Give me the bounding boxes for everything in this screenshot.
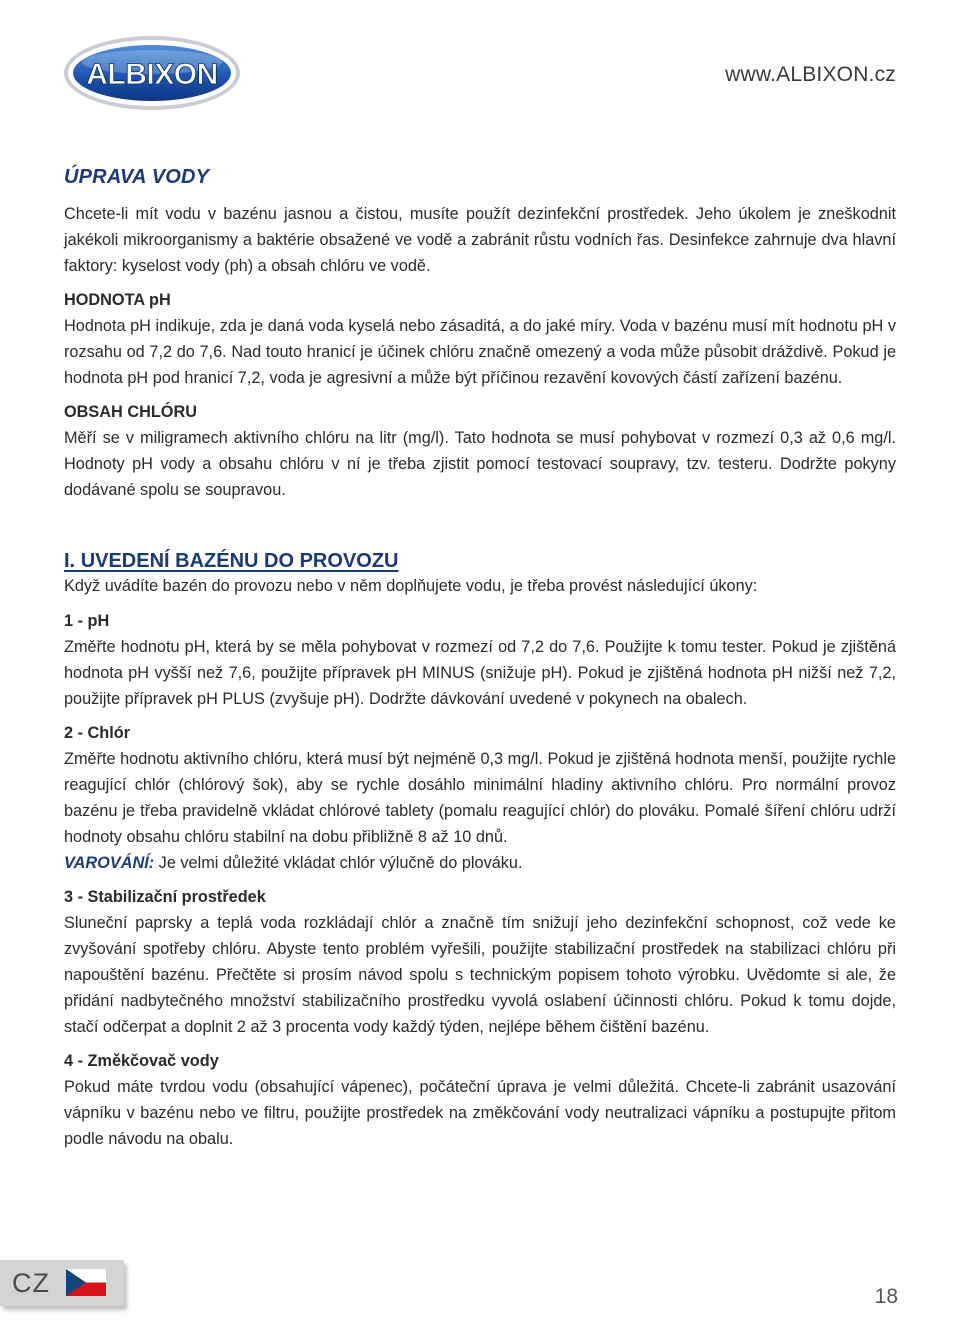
- site-url[interactable]: www.ALBIXON.cz: [725, 63, 896, 86]
- section-title-water: ÚPRAVA VODY: [64, 166, 210, 188]
- ph-text: Hodnota pH indikuje, zda je daná voda kyselá nebo zásaditá, a do jaké míry. Voda v bazénu musí mít hodnotu pH v rozsahu od 7,2 do 7,6. Nad touto hranicí je účinek chlóru značně omezený a voda může působit dráždivě. Pokud je hodnota pH pod hranicí 7,2, voda je agresivní a může být příčinou rezavění kovových částí zařízení bazénu.: [64, 317, 896, 387]
- step-block: [64, 884, 896, 1040]
- albixon-logo: [62, 34, 242, 112]
- step-heading: 3 - Stabilizační prostředek: [64, 888, 266, 906]
- page-number: 18: [874, 1285, 898, 1308]
- step-text: Pokud máte tvrdou vodu (obsahující vápenec), počáteční úprava je velmi důležitá. Chcete-li zabránit usazování vápníku v bazénu nebo ve filtru, použijte prostředek na změkčování vody neutralizaci vápníku a postupujte přitom podle návodu na obalu.: [64, 1078, 896, 1148]
- czech-flag-icon: [66, 1269, 106, 1296]
- step-block: [64, 720, 896, 876]
- ph-block: [64, 287, 896, 391]
- warning-text: Je velmi důležité vkládat chlór výlučně do plováku.: [154, 854, 523, 872]
- language-tab: [0, 1260, 124, 1306]
- logo-text: ALBIXON: [86, 58, 218, 91]
- ph-heading: HODNOTA pH: [64, 291, 171, 309]
- warning-line: [64, 850, 896, 876]
- page-content: [64, 166, 896, 1160]
- step-text: Sluneční paprsky a teplá voda rozkládají chlór a značně tím snižují jeho dezinfekční schopnost, což vede ke zvyšování spotřeby chlóru. Abyste tento problém vyřešili, použijte stabilizační prostředek na stabilizaci chlóru při napouštění bazénu. Přečtěte si prosím návod spolu s technickým popisem tohoto výrobku. Uvědomte si ale, že přidání nadbytečného množství stabilizačního prostředku vyvolá oslabení účinnosti chlóru. Pokud k tomu dojde, stačí odčerpat a doplnit 2 až 3 procenta vody každý týden, nejlépe během čištění bazénu.: [64, 914, 896, 1036]
- step-block: [64, 1048, 896, 1152]
- warning-label: VAROVÁNÍ:: [64, 854, 155, 872]
- chlorine-heading: OBSAH CHLÓRU: [64, 403, 197, 421]
- step-heading: 2 - Chlór: [64, 724, 131, 742]
- section-number: I.: [64, 550, 76, 572]
- chlorine-block: [64, 399, 896, 503]
- water-intro: Chcete-li mít vodu v bazénu jasnou a čistou, musíte použít dezinfekční prostředek. Jeho úkolem je zneškodnit jakékoli mikroorganismy a baktérie obsažené ve vodě a zabránit růstu vodních řas. Desinfekce zahrnuje dva hlavní faktory: kyselost vody (ph) a obsah chlóru ve vodě.: [64, 205, 896, 275]
- step-text: Změřte hodnotu pH, která by se měla pohybovat v rozmezí od 7,2 do 7,6. Použijte k tomu tester. Pokud je zjištěná hodnota pH vyšší než 7,6, použijte přípravek pH MINUS (snižuje pH). Pokud je zjištěná hodnota pH nižší než 7,2, použijte přípravek pH PLUS (zvyšuje pH). Dodržte dávkování uvedené v pokynech na obalech.: [64, 638, 896, 708]
- step-text: Změřte hodnotu aktivního chlóru, která musí být nejméně 0,3 mg/l. Pokud je zjištěná hodnota menší, použijte rychle reagující chlór (chlórový šok), aby se rychle dosáhlo minimální hladiny aktivního chlóru. Pro normální provoz bazénu je třeba pravidelně vkládat chlórové tablety (pomalu reagující chlór) do plováku. Pomalé šíření chlóru udrží hodnoty obsahu chlóru stabilní na dobu přibližně 8 až 10 dnů.: [64, 750, 896, 846]
- section-title-text: UVEDENÍ BAZÉNU DO PROVOZU: [80, 550, 399, 572]
- step-heading: 4 - Změkčovač vody: [64, 1052, 219, 1070]
- step-heading: 1 - pH: [64, 612, 110, 630]
- section-title-start: [64, 549, 896, 573]
- chlorine-text: Měří se v miligramech aktivního chlóru na litr (mg/l). Tato hodnota se musí pohybovat v rozmezí 0,3 až 0,6 mg/l. Hodnoty pH vody a obsahu chlóru v ní je třeba zjistit pomocí testovací soupravy, tzv. testeru. Dodržte pokyny dodávané spolu se soupravou.: [64, 429, 896, 499]
- language-label: CZ: [12, 1268, 50, 1298]
- start-intro: Když uvádíte bazén do provozu nebo v něm doplňujete vodu, je třeba provést následující úkony:: [64, 577, 758, 595]
- step-block: [64, 608, 896, 712]
